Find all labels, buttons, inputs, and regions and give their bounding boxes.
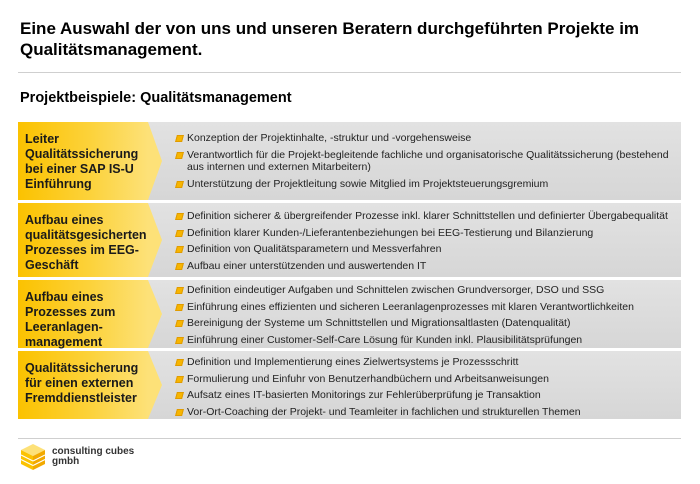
list-item <box>176 243 673 256</box>
project-label <box>18 203 148 277</box>
list-item-text: Einführung eines effizienten und sicheren Leeranlagenprozesses mit klaren Verantwortlichkeiten <box>187 300 634 313</box>
cubes-logo-icon <box>18 442 48 472</box>
project-label-text: Aufbau eines qualitätsgesicherten Prozesses im EEG-Geschäft <box>25 213 147 272</box>
list-item-text: Definition klarer Kunden-/Lieferantenbeziehungen bei EEG-Testierung und Bilanzierung <box>187 226 594 239</box>
project-row <box>18 280 681 349</box>
list-item <box>176 373 673 386</box>
page-title: Eine Auswahl der von uns und unseren Beratern durchgeführten Projekte im Qualitätsmanagement. <box>20 19 640 59</box>
list-item-text: Definition sicherer & übergreifender Prozesse inkl. klarer Schnittstellen und definierter Übergabequalität <box>187 210 668 222</box>
bullet-icon <box>175 213 184 220</box>
bullet-icon <box>175 359 184 366</box>
list-item-text: Definition und Implementierung eines Zielwertsystems je Prozessschritt <box>187 356 519 368</box>
project-items <box>148 351 681 419</box>
project-row <box>18 351 681 420</box>
project-label <box>18 280 148 348</box>
logo-line1: consulting cubes <box>52 445 135 457</box>
project-label-text: Aufbau eines Prozesses zum Leeranlagen-management <box>25 290 116 349</box>
list-item-text: Definition eindeutiger Aufgaben und Schnittelen zwischen Grundversorger, DSO und SSG <box>187 284 605 296</box>
list-item <box>176 389 673 402</box>
list-item <box>176 210 673 223</box>
project-label-text: Leiter Qualitätssicherung bei einer SAP IS-U Einführung <box>25 132 139 191</box>
bullet-icon <box>175 287 184 294</box>
bullet-icon <box>175 409 184 416</box>
list-item-text: Einführung einer Customer-Self-Care Lösung für Kunden inkl. Plausibilitätsprüfungen <box>187 333 583 346</box>
logo-line2: gmbh <box>52 456 80 467</box>
list-item <box>176 132 673 145</box>
bullet-icon <box>175 152 184 159</box>
divider <box>18 438 681 439</box>
project-items <box>148 203 681 277</box>
list-item <box>176 301 673 314</box>
logo-text <box>52 447 134 468</box>
project-label <box>18 351 148 419</box>
list-item-text: Aufsatz eines IT-basierten Monitorings zur Fehlerüberprüfung je Transaktion <box>187 389 541 401</box>
project-row <box>18 203 681 278</box>
list-item-text: Aufbau einer unterstützenden und auswertenden IT <box>187 259 427 272</box>
bullet-icon <box>175 392 184 399</box>
list-item-text: Verantwortlich für die Projekt-begleitende fachliche und organisatorische Qualitätssicherung (bestehend aus internen und externen Mitarbeitern) <box>187 148 669 173</box>
bullet-icon <box>175 376 184 383</box>
divider <box>18 72 681 73</box>
list-item-text: Definition von Qualitätsparametern und Messverfahren <box>187 243 442 255</box>
bullet-icon <box>175 263 184 270</box>
bullet-icon <box>175 304 184 311</box>
list-item-text: Unterstützung der Projektleitung sowie Mitglied im Projektsteuerungsgremium <box>187 177 549 190</box>
bullet-icon <box>175 320 184 327</box>
list-item <box>176 260 673 273</box>
list-item-text: Vor-Ort-Coaching der Projekt- und Teamleiter in fachlichen und strukturellen Themen <box>187 405 581 418</box>
bullet-icon <box>175 337 184 344</box>
bullet-icon <box>175 246 184 253</box>
project-row <box>18 122 681 201</box>
list-item <box>176 178 673 191</box>
list-item-text: Formulierung und Einfuhr von Benutzerhandbüchern und Arbeitsanweisungen <box>187 372 549 385</box>
list-item <box>176 406 673 419</box>
company-logo <box>18 442 134 472</box>
section-subtitle: Projektbeispiele: Qualitätsmanagement <box>20 90 292 106</box>
list-item <box>176 149 673 174</box>
list-item <box>176 317 673 330</box>
list-item <box>176 334 673 347</box>
list-item-text: Bereinigung der Systeme um Schnittstellen und Migrationsaltlasten (Datenqualität) <box>187 317 571 329</box>
project-items <box>148 122 681 200</box>
list-item <box>176 227 673 240</box>
list-item-text: Konzeption der Projektinhalte, -struktur und -vorgehensweise <box>187 132 472 144</box>
bullet-icon <box>175 230 184 237</box>
list-item <box>176 284 673 297</box>
project-label-text: Qualitätssicherung für einen externen Fremddienstleister <box>25 361 139 405</box>
list-item <box>176 356 673 369</box>
project-label <box>18 122 148 200</box>
bullet-icon <box>175 181 184 188</box>
bullet-icon <box>175 135 184 142</box>
project-items <box>148 280 681 348</box>
